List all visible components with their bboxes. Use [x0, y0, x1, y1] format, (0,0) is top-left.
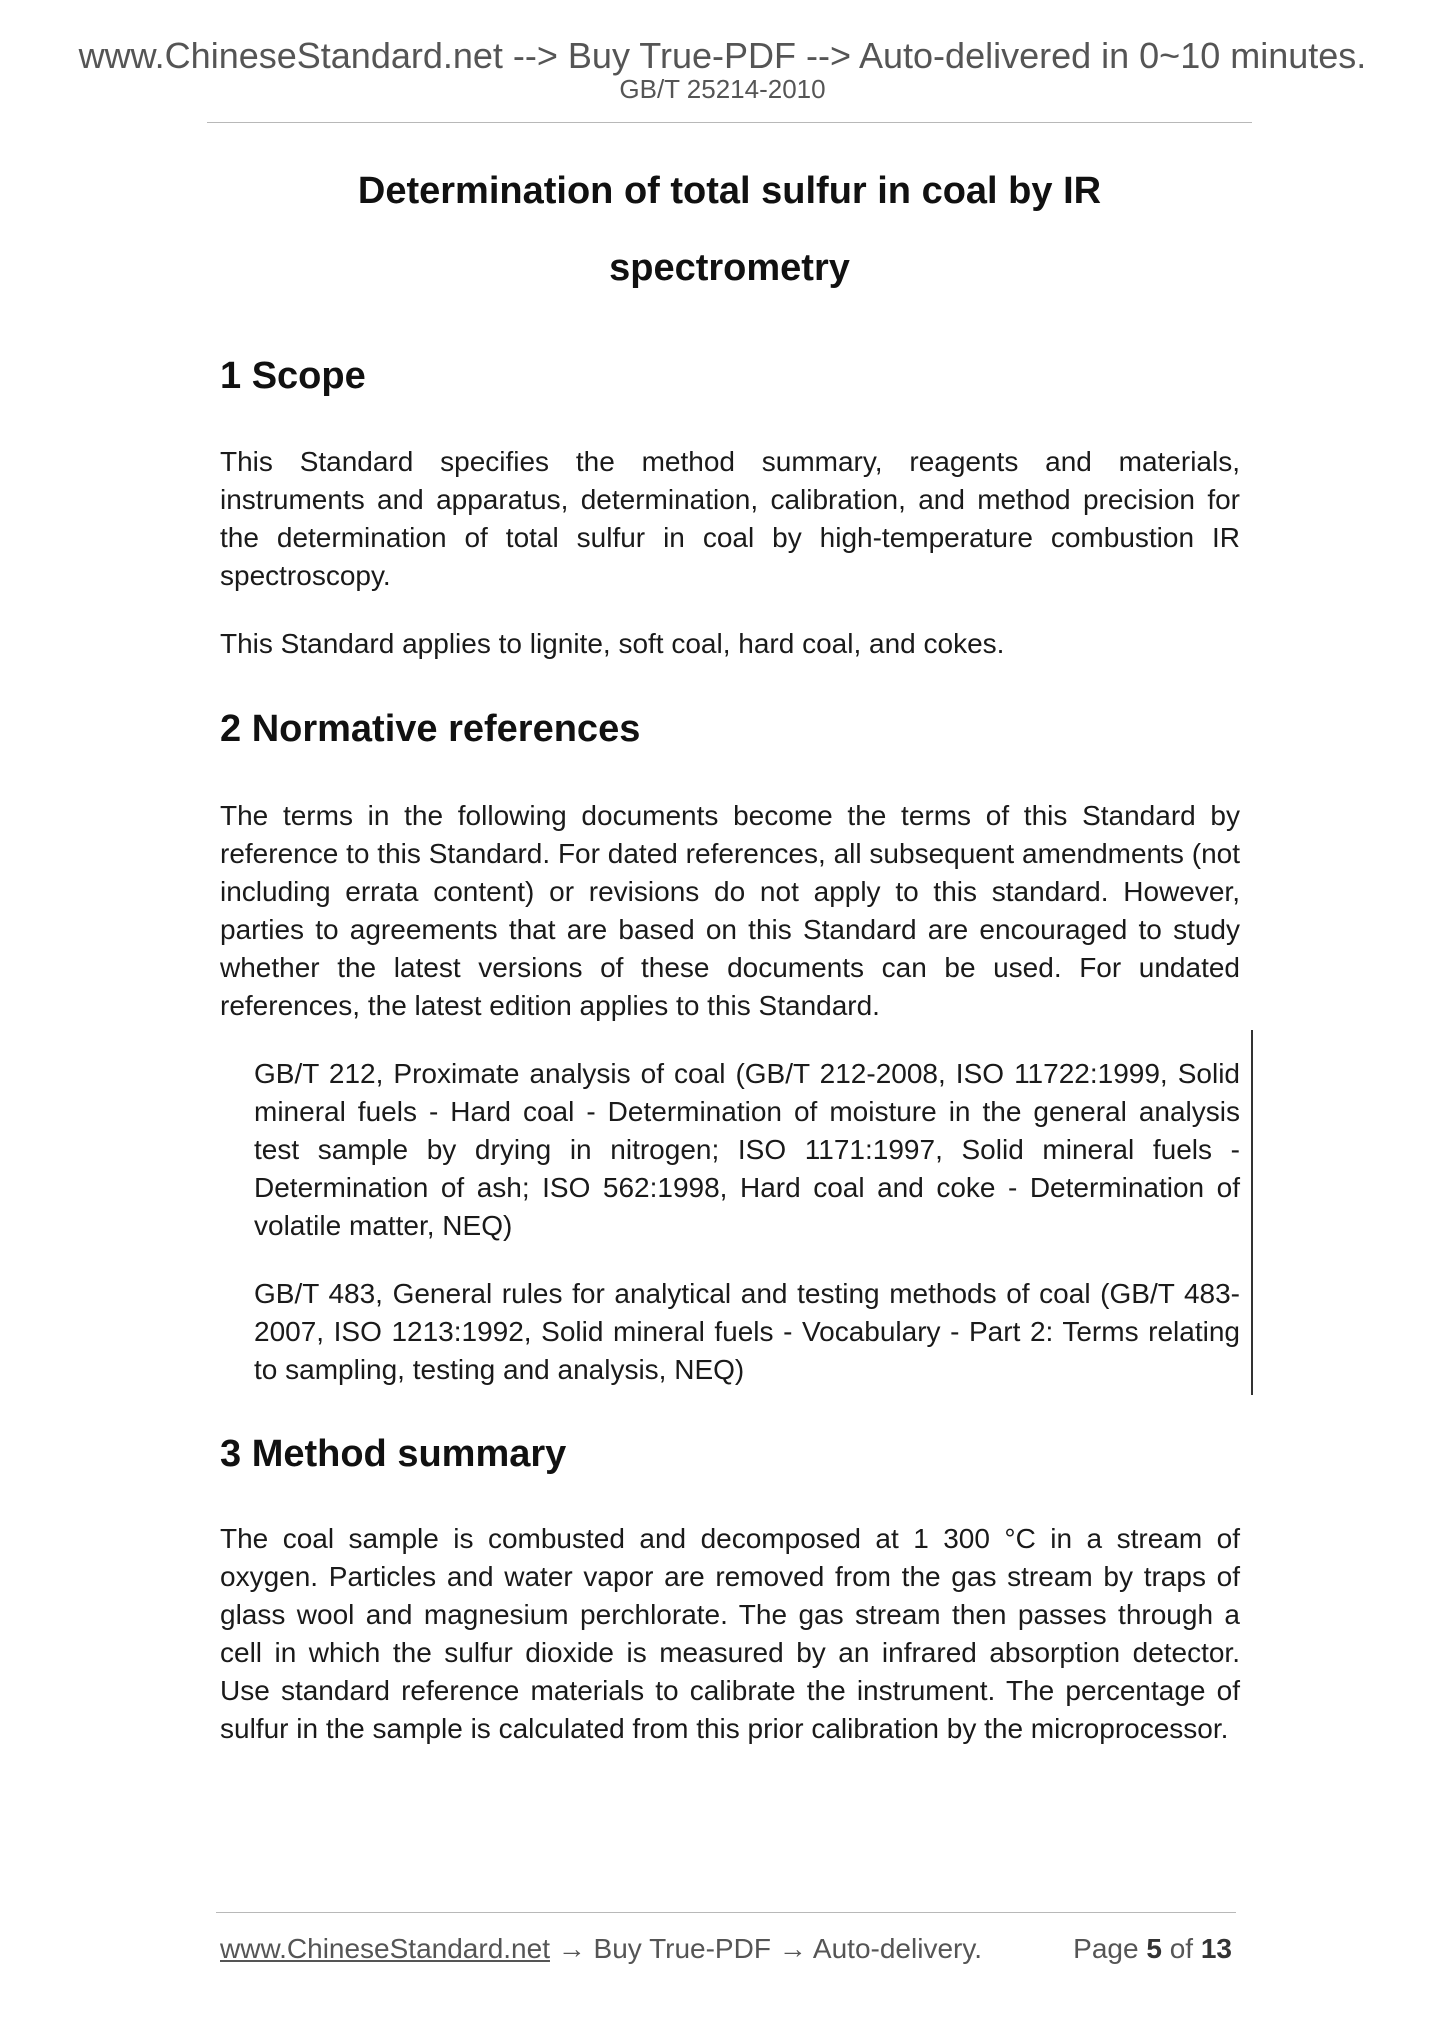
page-of: of [1169, 1933, 1194, 1964]
page-total: 13 [1200, 1933, 1232, 1964]
document-title-line-1: Determination of total sulfur in coal by IR [357, 170, 1102, 212]
document-title-line-2: spectrometry [609, 247, 850, 289]
header-divider [207, 122, 1252, 123]
section-heading-normative-references: 2 Normative references [220, 708, 641, 750]
section-heading-scope: 1 Scope [220, 355, 366, 397]
page-current: 5 [1146, 1933, 1162, 1964]
section-heading-method-summary: 3 Method summary [220, 1433, 567, 1475]
method-summary-paragraph: The coal sample is combusted and decomposed at 1 300 °C in a stream of oxygen. Particles and water vapor are removed from the gas stream by traps of glass wool and magnesium perchlorate. The gas stream then passes through a cell in which the sulfur dioxide is measured by an infrared absorption detector. Use standard reference materials to calibrate the instrument. The percentage of sulfur in the sample is calculated from this prior calibration by the microprocessor. [220, 1523, 1240, 1744]
scope-paragraph-2: This Standard applies to lignite, soft coal, hard coal, and cokes. [220, 628, 1005, 659]
normative-paragraph: The terms in the following documents become the terms of this Standard by reference to this Standard. For dated references, all subsequent amendments (not including errata content) or revisions do not apply to this standard. However, parties to agreements that are based on this Standard are encouraged to study whether the latest versions of these documents can be used. For undated references, the latest edition applies to this Standard. [220, 800, 1240, 1021]
header-banner: www.ChineseStandard.net --> Buy True-PDF --> Auto-delivered in 0~10 minutes. [78, 35, 1367, 76]
footer-site-link[interactable]: www.ChineseStandard.net [220, 1933, 550, 1964]
standard-number: GB/T 25214-2010 [619, 74, 826, 104]
reference-gbt-212: GB/T 212, Proximate analysis of coal (GB/T 212-2008, ISO 11722:1999, Solid mineral fuels - Hard coal - Determination of moisture in the general analysis test sample by drying in nitrogen; ISO 1171:1997, Solid mineral fuels - Determination of ash; ISO 562:1998, Hard coal and coke - Determination of volatile matter, NEQ) [254, 1058, 1240, 1241]
scope-paragraph-1: This Standard specifies the method summary, reagents and materials, instruments and apparatus, determination, calibration, and method precision for the determination of total sulfur in coal by high-temperature combustion IR spectroscopy. [220, 446, 1240, 591]
page-label: Page [1073, 1933, 1139, 1964]
reference-gbt-483: GB/T 483, General rules for analytical and testing methods of coal (GB/T 483-2007, ISO 1213:1992, Solid mineral fuels - Vocabulary - Part 2: Terms relating to sampling, testing and analysis, NEQ) [254, 1278, 1240, 1385]
change-bar [1251, 1030, 1253, 1395]
page-indicator [1073, 1932, 1232, 1966]
footer-divider [216, 1912, 1236, 1913]
page-footer [220, 1932, 1232, 1968]
footer-tagline: → Buy True-PDF → Auto-delivery. [549, 1933, 983, 1964]
